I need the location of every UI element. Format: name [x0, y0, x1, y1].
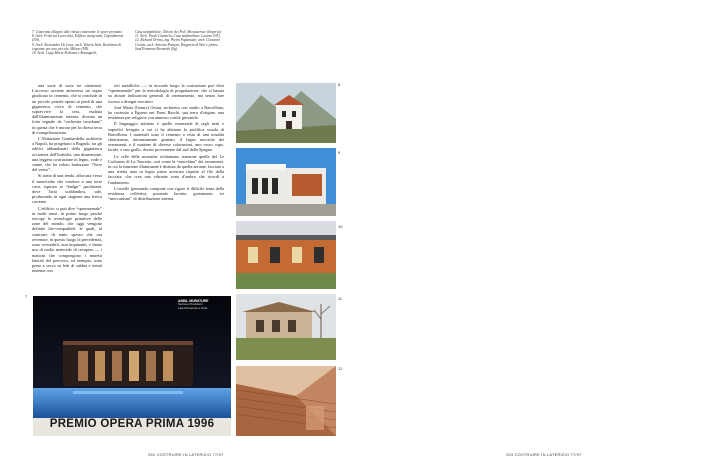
sponsor-line: Laterizi Faccia a Vista — [178, 305, 208, 310]
sponsor-title: ANDIL MURATURE — [178, 299, 209, 303]
figure-number-12: 12 — [338, 366, 343, 371]
caption: 9. Arch. Alessandro De Luca, arch. Valeria Isidi, Residenza di cognome per una piccola, Milano (MI). — [32, 42, 122, 51]
brick-detail-photo — [236, 366, 336, 436]
premio-cover-image — [33, 296, 231, 436]
night-pool-photo — [33, 296, 231, 436]
paragraph: Si tratta di una tenda, affaccata verso il mare/radio che conduce a una torre cava, ispirata ai “badgir” pachistani, dove l'aria scaldandosi, sale, producendo in ogni stagione una fresca corrente. — [32, 173, 102, 205]
paragraph: reti metalliche —; in secondo luogo la costruzione può dirsi “sperimentale” per la metodologia di progettazione, che si basata su alcune indicazioni generali di orientamento, ma senza fare ricorso a disegni esecutivi. — [108, 83, 224, 104]
body-column-1 — [32, 83, 102, 274]
photo-10 — [236, 221, 336, 289]
figure-number-11: 11 — [338, 296, 343, 301]
caption: Casa unifamiliare, Oliveto dei Poli, Monasterace (Imperia). — [135, 30, 222, 34]
premio-title: PREMIO OPERA PRIMA 1996 — [49, 418, 215, 430]
figure-number-7: 7 — [25, 294, 28, 299]
paragraph: Il linguaggio adottato è quello essenziale di tagli netti e superfici levigate a cui ci ha abituato la prolifica scuola di Barcellona. I materiali sono il cemento a vista di una tonalità chiarissima, intonatamente grattato, il legno nocciola dei serramenti, e il mattone di diverse colorazioni, uno rosso cupo, locale, e uno giallo, dorato proveniente dal sud della Spagna. — [108, 121, 224, 153]
single-house-photo — [236, 294, 336, 360]
house-mountain-photo — [236, 83, 336, 143]
figure-number-9: 9 — [338, 150, 341, 155]
paragraph: L'edificio si può dire “sperimentale” in molti sensi: in primo luogo perché riecopy le tecnologie primitive delle zone del mondo, che oggi vengono definite bio-compatibili: le quali, al contrario di tanto spesso che ora avvenute, in questo luogo la precedenza, sono rovistabili, non inquinanti, e fanno uso di molto materiale di recupero — i mattoni che compongono i muretti laterali del percorso, ad esempio, sono prese a secco su letti di sabbia e tenuti insieme con — [32, 205, 102, 274]
caption: 8. Arch. Federica Lavecchia, Edificio uni/gemini, Capodimonte (NA). — [32, 34, 124, 43]
figure-number-8: 8 — [338, 82, 341, 87]
caption: 7. Copertina allegato alla rivista contenente le opere premiate. — [32, 30, 123, 34]
photo-11 — [236, 294, 336, 360]
footer-right: 253 COSTRUIRE IN LATERIZIO 77/97 — [506, 452, 582, 457]
brick-house-photo — [236, 221, 336, 289]
captions-left — [32, 30, 127, 55]
body-column-2 — [108, 83, 224, 202]
paragraph: José Maria (Genny) Orsini, architetto con studio a Barcellona, ha costruito a Egueso nei Paesi Baschi, sua terra d'origine, una residenza per religiose con annesso cortile giovanile. — [108, 104, 224, 121]
captions-right — [135, 30, 230, 51]
paragraph: L'ossello (pensando compone con rigore il difficile tema della residenza collettiva, puoendo lucente, gioiamente, ivi “meccanismi” di distribuzione interna. — [108, 185, 224, 202]
footer-left: 252 COSTRUIRE IN LATERIZIO 77/97 — [148, 452, 224, 457]
figure-number-10: 10 — [338, 224, 343, 229]
caption: 11. Arch. Paolo Giannetti, Casa unifamiliare, Lavano (VE). — [135, 34, 221, 39]
paragraph: Le celle delle monache richiamano stanzone quelle del Le Corbusier di La Tourette, così come la “macchina” dei serramenti, in cui la funzione illuminante è distinta da quella aerante, lasciata a una stretta anta in legno pieno arretrata rispetto al filo della facciata, che crea una vibrante zona d'ombra che ricordi a l'andamento. — [108, 153, 224, 185]
photo-8 — [236, 83, 336, 143]
caption: 10. Arch. Luigi Maria Pedrazzi e Romagnoli, — [32, 51, 97, 56]
photo-12 — [236, 366, 336, 436]
caption: 12. Richard Orrina, ing. Pietro Papamatte, arch. Giovanni Cosola, arch. Antonio Pompeo, Rapporto di libri e pietra, Sant'Ermanno Bernardo (Sg). — [135, 38, 220, 51]
sponsor-block — [178, 300, 226, 310]
paragraph: una sorte di sorte tre ottomenti. L'accesso avviene attraverso un segno giudicato in cemento, che si conclude in un piccolo portale aperto ai piedi di una gigantesca croce di cemento, che sopravvive la sera, esaltata dall'illuminazione esterna, diventa un forte segnale da “orchestra trionfante” in questa che è ancora per la chiesa terra di evangelizzazione. — [32, 83, 102, 135]
sponsor-line: Sezione Produttori — [178, 302, 203, 307]
photo-9 — [236, 148, 336, 216]
modern-residence-photo — [236, 148, 336, 216]
paragraph: L'Abitazione Gambardella architetto a Napoli, ha progettato a Bagnoli, tra gli edifici abbandonati della gigantesca acciaieria dell'Italsider, una dimensione, una leggera costruzione in legno, vode e canne, che ha voluto battezzare “Torre del vento”. — [32, 136, 102, 173]
